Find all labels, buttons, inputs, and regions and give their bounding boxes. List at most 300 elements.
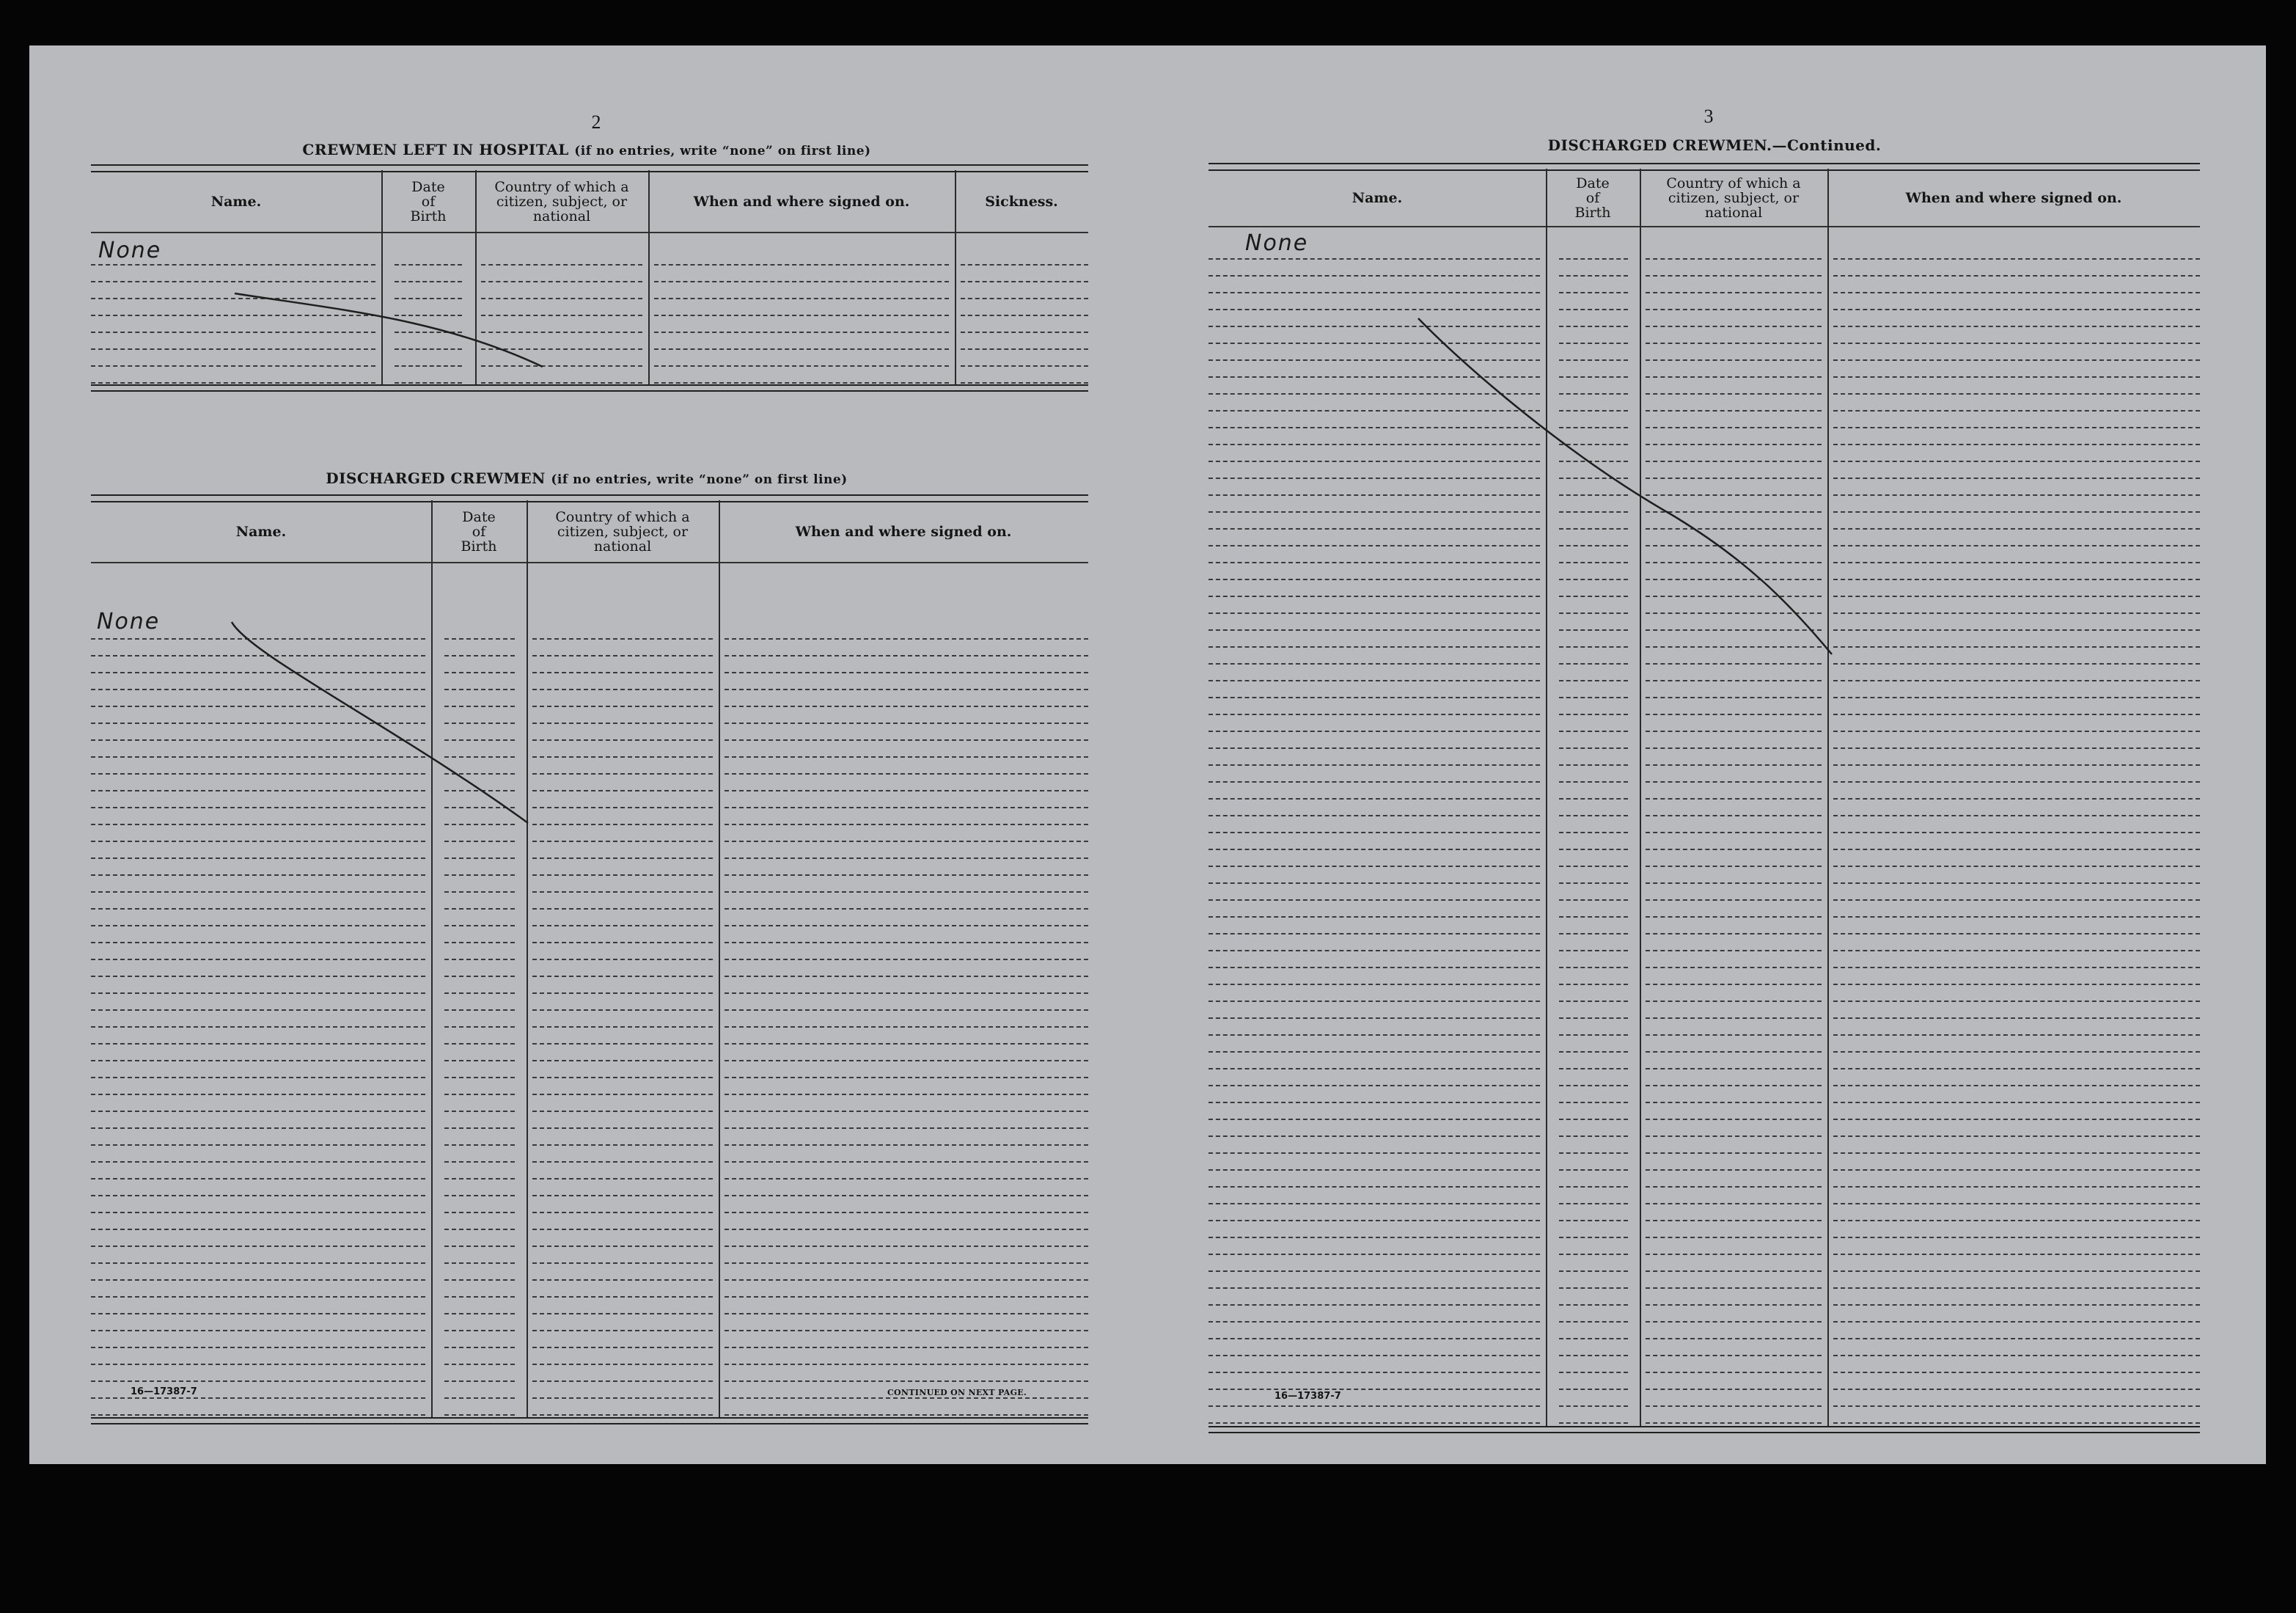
ruling-line — [532, 807, 713, 808]
ruling-line — [1208, 376, 1540, 378]
ruling-line — [444, 1077, 515, 1078]
ruling-line — [1833, 410, 2200, 412]
ruling-line — [725, 756, 1088, 758]
ruling-line — [481, 332, 642, 333]
ruling-line — [1646, 899, 1822, 901]
ruling-line — [1646, 1068, 1822, 1069]
ruling-line — [725, 891, 1088, 893]
table-header-rule — [91, 562, 1088, 563]
ruling-line — [444, 1229, 515, 1230]
ruling-line — [1646, 1220, 1822, 1221]
ruling-line — [395, 264, 462, 266]
ruling-line — [444, 857, 515, 859]
discharged-continued-table — [1208, 163, 2200, 1432]
ruling-line — [532, 790, 713, 791]
handwritten-entry: None — [97, 609, 161, 634]
ruling-line — [1208, 1389, 1540, 1390]
ruling-line — [725, 1043, 1088, 1045]
ruling-line — [444, 925, 515, 926]
ruling-line — [1208, 1372, 1540, 1373]
ruling-line — [532, 1043, 713, 1045]
ruling-line — [1208, 1102, 1540, 1103]
ruling-line — [91, 1364, 425, 1365]
ruling-line — [1208, 764, 1540, 766]
ruling-line — [1833, 461, 2200, 462]
ruling-line — [444, 1009, 515, 1011]
ruling-line — [1208, 1085, 1540, 1086]
ruling-line — [1646, 1237, 1822, 1238]
ruling-line — [725, 1296, 1088, 1298]
ruling-line — [444, 1296, 515, 1298]
ruling-line — [1646, 359, 1822, 361]
ruling-line — [961, 348, 1088, 350]
ruling-line — [532, 1060, 713, 1061]
hospital-title: CREWMEN LEFT IN HOSPITAL — [302, 141, 569, 158]
ruling-line — [1208, 393, 1540, 395]
ruling-line — [91, 1414, 425, 1416]
page-number: 2 — [591, 111, 601, 133]
ruling-line — [725, 773, 1088, 775]
ruling-line — [1833, 714, 2200, 715]
ruling-line — [1559, 849, 1628, 850]
ruling-line — [1559, 444, 1628, 445]
ruling-line — [532, 925, 713, 926]
ruling-line — [1646, 579, 1822, 580]
ruling-line — [1646, 849, 1822, 850]
ruling-line — [1208, 1203, 1540, 1204]
ruling-line — [1208, 461, 1540, 462]
ruling-line — [1559, 579, 1628, 580]
ruling-line — [1208, 612, 1540, 614]
ruling-line — [1559, 511, 1628, 513]
ruling-line — [1833, 511, 2200, 513]
ruling-line — [1559, 1203, 1628, 1204]
ruling-line — [1208, 562, 1540, 563]
ruling-line — [1559, 1372, 1628, 1373]
ruling-line — [532, 1380, 713, 1382]
ruling-line — [1646, 882, 1822, 884]
ruling-line — [725, 992, 1088, 994]
ruling-line — [1833, 1085, 2200, 1086]
ruling-line — [395, 365, 462, 367]
ruling-line — [444, 891, 515, 893]
ruling-line — [1833, 967, 2200, 968]
ruling-line — [1833, 343, 2200, 344]
ruling-line — [444, 807, 515, 808]
ruling-line — [444, 1246, 515, 1247]
ruling-line — [1208, 1169, 1540, 1171]
ruling-line — [1559, 764, 1628, 766]
ruling-line — [444, 1347, 515, 1348]
column-divider — [1827, 169, 1829, 1427]
ruling-line — [1833, 427, 2200, 428]
hospital-table — [91, 164, 1088, 393]
ruling-line — [1559, 612, 1628, 614]
column-divider — [431, 500, 433, 1417]
ruling-line — [1559, 410, 1628, 412]
ruling-line — [1559, 815, 1628, 816]
ruling-line — [1646, 1254, 1822, 1255]
ruling-line — [91, 824, 425, 825]
ruling-line — [1833, 1422, 2200, 1424]
ruling-line — [1833, 562, 2200, 563]
discharged-table — [91, 494, 1088, 1426]
ruling-line — [1208, 1355, 1540, 1356]
ruling-line — [532, 908, 713, 910]
ruling-line — [532, 756, 713, 758]
ruling-line — [654, 281, 949, 282]
ruling-line — [1646, 764, 1822, 766]
ruling-line — [1208, 1405, 1540, 1407]
ruling-line — [1208, 815, 1540, 816]
ruling-line — [91, 1195, 425, 1196]
ruling-line — [1208, 747, 1540, 749]
handwritten-entry: None — [98, 238, 162, 263]
ruling-line — [1646, 1034, 1822, 1036]
ruling-line — [444, 942, 515, 943]
ruling-line — [1646, 309, 1822, 310]
ruling-line — [1646, 1372, 1822, 1373]
ruling-line — [444, 739, 515, 741]
ruling-line — [91, 298, 375, 299]
ruling-line — [91, 1077, 425, 1078]
ruling-line — [91, 332, 375, 333]
ruling-line — [532, 992, 713, 994]
ruling-line — [444, 1364, 515, 1365]
ruling-line — [1559, 1287, 1628, 1289]
ruling-line — [1559, 1001, 1628, 1002]
ruling-line — [1833, 596, 2200, 597]
ruling-line — [1208, 1152, 1540, 1154]
ruling-line — [444, 1094, 515, 1095]
ruling-line — [1833, 309, 2200, 310]
ruling-line — [961, 332, 1088, 333]
ruling-line — [1646, 1355, 1822, 1356]
ruling-line — [444, 1262, 515, 1264]
ruling-line — [1208, 646, 1540, 648]
ruling-line — [725, 1077, 1088, 1078]
ruling-line — [444, 706, 515, 707]
ruling-line — [481, 348, 642, 350]
ruling-line — [1208, 1304, 1540, 1306]
ruling-line — [725, 1144, 1088, 1146]
ruling-line — [532, 1397, 713, 1399]
ruling-line — [532, 1077, 713, 1078]
ruling-line — [1833, 697, 2200, 698]
ruling-line — [91, 925, 425, 926]
ruling-line — [91, 1246, 425, 1247]
ruling-line — [532, 1094, 713, 1095]
ruling-line — [532, 739, 713, 741]
ruling-line — [532, 655, 713, 656]
ruling-line — [532, 874, 713, 876]
ruling-line — [91, 281, 375, 282]
ruling-line — [725, 689, 1088, 690]
ruling-line — [395, 298, 462, 299]
ruling-line — [1208, 326, 1540, 327]
ruling-line — [1208, 697, 1540, 698]
ruling-line — [532, 976, 713, 977]
ruling-line — [444, 1144, 515, 1146]
ruling-line — [1208, 410, 1540, 412]
ruling-line — [1833, 1017, 2200, 1019]
ruling-line — [1646, 1389, 1822, 1390]
ruling-line — [532, 1229, 713, 1230]
ruling-line — [725, 706, 1088, 707]
ruling-line — [725, 1094, 1088, 1095]
ruling-line — [1833, 579, 2200, 580]
ruling-line — [725, 1246, 1088, 1247]
table-bottom-rule — [91, 1417, 1088, 1424]
ruling-line — [725, 1330, 1088, 1331]
ruling-line — [1559, 545, 1628, 546]
ruling-line — [1833, 1304, 2200, 1306]
ruling-line — [1208, 309, 1540, 310]
ruling-line — [961, 264, 1088, 266]
ruling-line — [444, 1060, 515, 1061]
ruling-line — [91, 807, 425, 808]
ruling-line — [1559, 781, 1628, 783]
ruling-line — [1833, 781, 2200, 783]
ruling-line — [1833, 326, 2200, 327]
table-bottom-rule — [91, 384, 1088, 392]
ruling-line — [1559, 882, 1628, 884]
ruling-line — [725, 1178, 1088, 1179]
ruling-line — [725, 959, 1088, 960]
column-header-country: Country of which a citizen, subject, or national — [1666, 175, 1801, 221]
discharged-section-title — [88, 469, 1085, 487]
ruling-line — [1646, 545, 1822, 546]
handwritten-entry: None — [1245, 230, 1309, 256]
ruling-line — [91, 1397, 425, 1399]
ruling-line — [1208, 1119, 1540, 1120]
ruling-line — [1559, 697, 1628, 698]
ruling-line — [725, 638, 1088, 640]
ruling-line — [654, 348, 949, 350]
ruling-line — [654, 365, 949, 367]
ruling-line — [91, 348, 375, 350]
ruling-line — [444, 1127, 515, 1129]
ruling-line — [444, 790, 515, 791]
ruling-line — [1559, 933, 1628, 934]
ruling-line — [91, 841, 425, 842]
column-divider — [527, 500, 528, 1417]
ruling-line — [725, 1364, 1088, 1365]
ruling-line — [1646, 444, 1822, 445]
ruling-line — [91, 1009, 425, 1011]
ruling-line — [1646, 866, 1822, 867]
ruling-line — [1559, 309, 1628, 310]
ruling-line — [91, 857, 425, 859]
ruling-line — [1646, 1422, 1822, 1424]
ruling-line — [532, 1195, 713, 1196]
ruling-line — [532, 857, 713, 859]
ruling-line — [91, 382, 375, 384]
hospital-section-title — [88, 141, 1085, 158]
ruling-line — [444, 723, 515, 724]
ruling-line — [1646, 478, 1822, 479]
ruling-line — [1833, 1186, 2200, 1188]
ruling-line — [91, 1313, 425, 1314]
ruling-line — [444, 992, 515, 994]
ruling-line — [1833, 731, 2200, 732]
document-sheet — [29, 45, 2266, 1464]
ruling-line — [725, 925, 1088, 926]
ruling-line — [1208, 511, 1540, 513]
ruling-line — [1833, 612, 2200, 614]
ruling-line — [481, 315, 642, 316]
ruling-line — [725, 655, 1088, 656]
discharged-title: DISCHARGED CREWMEN — [326, 469, 546, 487]
ruling-line — [1646, 1102, 1822, 1103]
ruling-line — [1833, 747, 2200, 749]
ruling-line — [91, 1296, 425, 1298]
ruling-line — [1833, 1254, 2200, 1255]
ruling-line — [1833, 1001, 2200, 1002]
ruling-line — [532, 1161, 713, 1163]
ruling-line — [532, 1296, 713, 1298]
ruling-line — [532, 1144, 713, 1146]
ruling-line — [444, 1279, 515, 1281]
ruling-line — [532, 824, 713, 825]
ruling-line — [91, 1111, 425, 1112]
ruling-line — [961, 315, 1088, 316]
ruling-line — [1833, 1102, 2200, 1103]
ruling-line — [1833, 1355, 2200, 1356]
ruling-line — [91, 655, 425, 656]
ruling-line — [1208, 1338, 1540, 1339]
ruling-line — [1646, 731, 1822, 732]
discharged-note: (if no entries, write “none” on first line) — [551, 472, 848, 487]
ruling-line — [1646, 933, 1822, 934]
ruling-line — [1646, 292, 1822, 293]
column-divider — [719, 500, 720, 1417]
ruling-line — [444, 1161, 515, 1163]
ruling-line — [1208, 731, 1540, 732]
ruling-line — [1208, 478, 1540, 479]
ruling-line — [1559, 832, 1628, 833]
ruling-line — [1646, 596, 1822, 597]
ruling-line — [1833, 764, 2200, 766]
ruling-line — [1833, 1119, 2200, 1120]
ruling-line — [395, 281, 462, 282]
ruling-line — [1208, 781, 1540, 783]
ruling-line — [91, 1279, 425, 1281]
ruling-line — [1559, 478, 1628, 479]
ruling-line — [91, 1161, 425, 1163]
ruling-line — [1646, 410, 1822, 412]
ruling-line — [444, 1178, 515, 1179]
ruling-line — [91, 1229, 425, 1230]
ruling-line — [481, 281, 642, 282]
ruling-line — [532, 1347, 713, 1348]
ruling-line — [1833, 1287, 2200, 1289]
ruling-line — [532, 1111, 713, 1112]
ruling-line — [1559, 343, 1628, 344]
ruling-line — [444, 841, 515, 842]
left-page — [29, 45, 1144, 1464]
column-header-country: Country of which a citizen, subject, or national — [555, 509, 690, 555]
ruling-line — [1646, 1135, 1822, 1137]
ruling-line — [1833, 1135, 2200, 1137]
ruling-line — [1833, 1389, 2200, 1390]
ruling-line — [1559, 1034, 1628, 1036]
ruling-line — [532, 1313, 713, 1314]
ruling-line — [532, 959, 713, 960]
ruling-line — [725, 942, 1088, 943]
column-divider — [1546, 169, 1547, 1427]
ruling-line — [1559, 1119, 1628, 1120]
ruling-line — [1833, 478, 2200, 479]
ruling-line — [1833, 258, 2200, 260]
ruling-line — [1646, 612, 1822, 614]
ruling-line — [91, 264, 375, 266]
ruling-line — [91, 1127, 425, 1129]
right-page — [1159, 45, 2266, 1464]
ruling-line — [532, 1364, 713, 1365]
ruling-line — [725, 841, 1088, 842]
ruling-line — [1646, 950, 1822, 951]
ruling-line — [1646, 1270, 1822, 1272]
ruling-line — [532, 773, 713, 775]
ruling-line — [725, 1279, 1088, 1281]
ruling-line — [1833, 393, 2200, 395]
ruling-line — [725, 857, 1088, 859]
ruling-line — [1559, 275, 1628, 277]
ruling-line — [1559, 292, 1628, 293]
ruling-line — [725, 1397, 1088, 1399]
ruling-line — [1208, 680, 1540, 681]
ruling-line — [725, 1262, 1088, 1264]
ruling-line — [1646, 1119, 1822, 1120]
ruling-line — [1559, 1405, 1628, 1407]
ruling-line — [725, 1195, 1088, 1196]
ruling-line — [1833, 1372, 2200, 1373]
column-header-date-of-birth: Date of Birth — [461, 509, 497, 555]
ruling-line — [1646, 511, 1822, 513]
ruling-line — [1646, 494, 1822, 496]
ruling-line — [444, 773, 515, 775]
ruling-line — [1559, 1270, 1628, 1272]
ruling-line — [1208, 967, 1540, 968]
ruling-line — [1559, 1085, 1628, 1086]
ruling-line — [1208, 596, 1540, 597]
ruling-line — [1559, 916, 1628, 918]
ruling-line — [91, 908, 425, 910]
ruling-line — [1559, 1135, 1628, 1137]
ruling-line — [1208, 1254, 1540, 1255]
ruling-line — [1646, 916, 1822, 918]
ruling-line — [1646, 258, 1822, 260]
ruling-line — [1646, 1051, 1822, 1053]
ruling-line — [1646, 747, 1822, 749]
ruling-line — [1646, 1405, 1822, 1407]
ruling-line — [1559, 596, 1628, 597]
ruling-line — [1208, 579, 1540, 580]
ruling-line — [444, 1397, 515, 1399]
ruling-line — [1208, 427, 1540, 428]
ruling-line — [444, 1111, 515, 1112]
ruling-line — [1559, 1355, 1628, 1356]
ruling-line — [1559, 629, 1628, 631]
ruling-line — [1208, 545, 1540, 546]
ruling-line — [91, 1043, 425, 1045]
ruling-line — [1646, 461, 1822, 462]
ruling-line — [1559, 1220, 1628, 1221]
ruling-line — [1559, 747, 1628, 749]
ruling-line — [1833, 933, 2200, 934]
ruling-line — [725, 908, 1088, 910]
